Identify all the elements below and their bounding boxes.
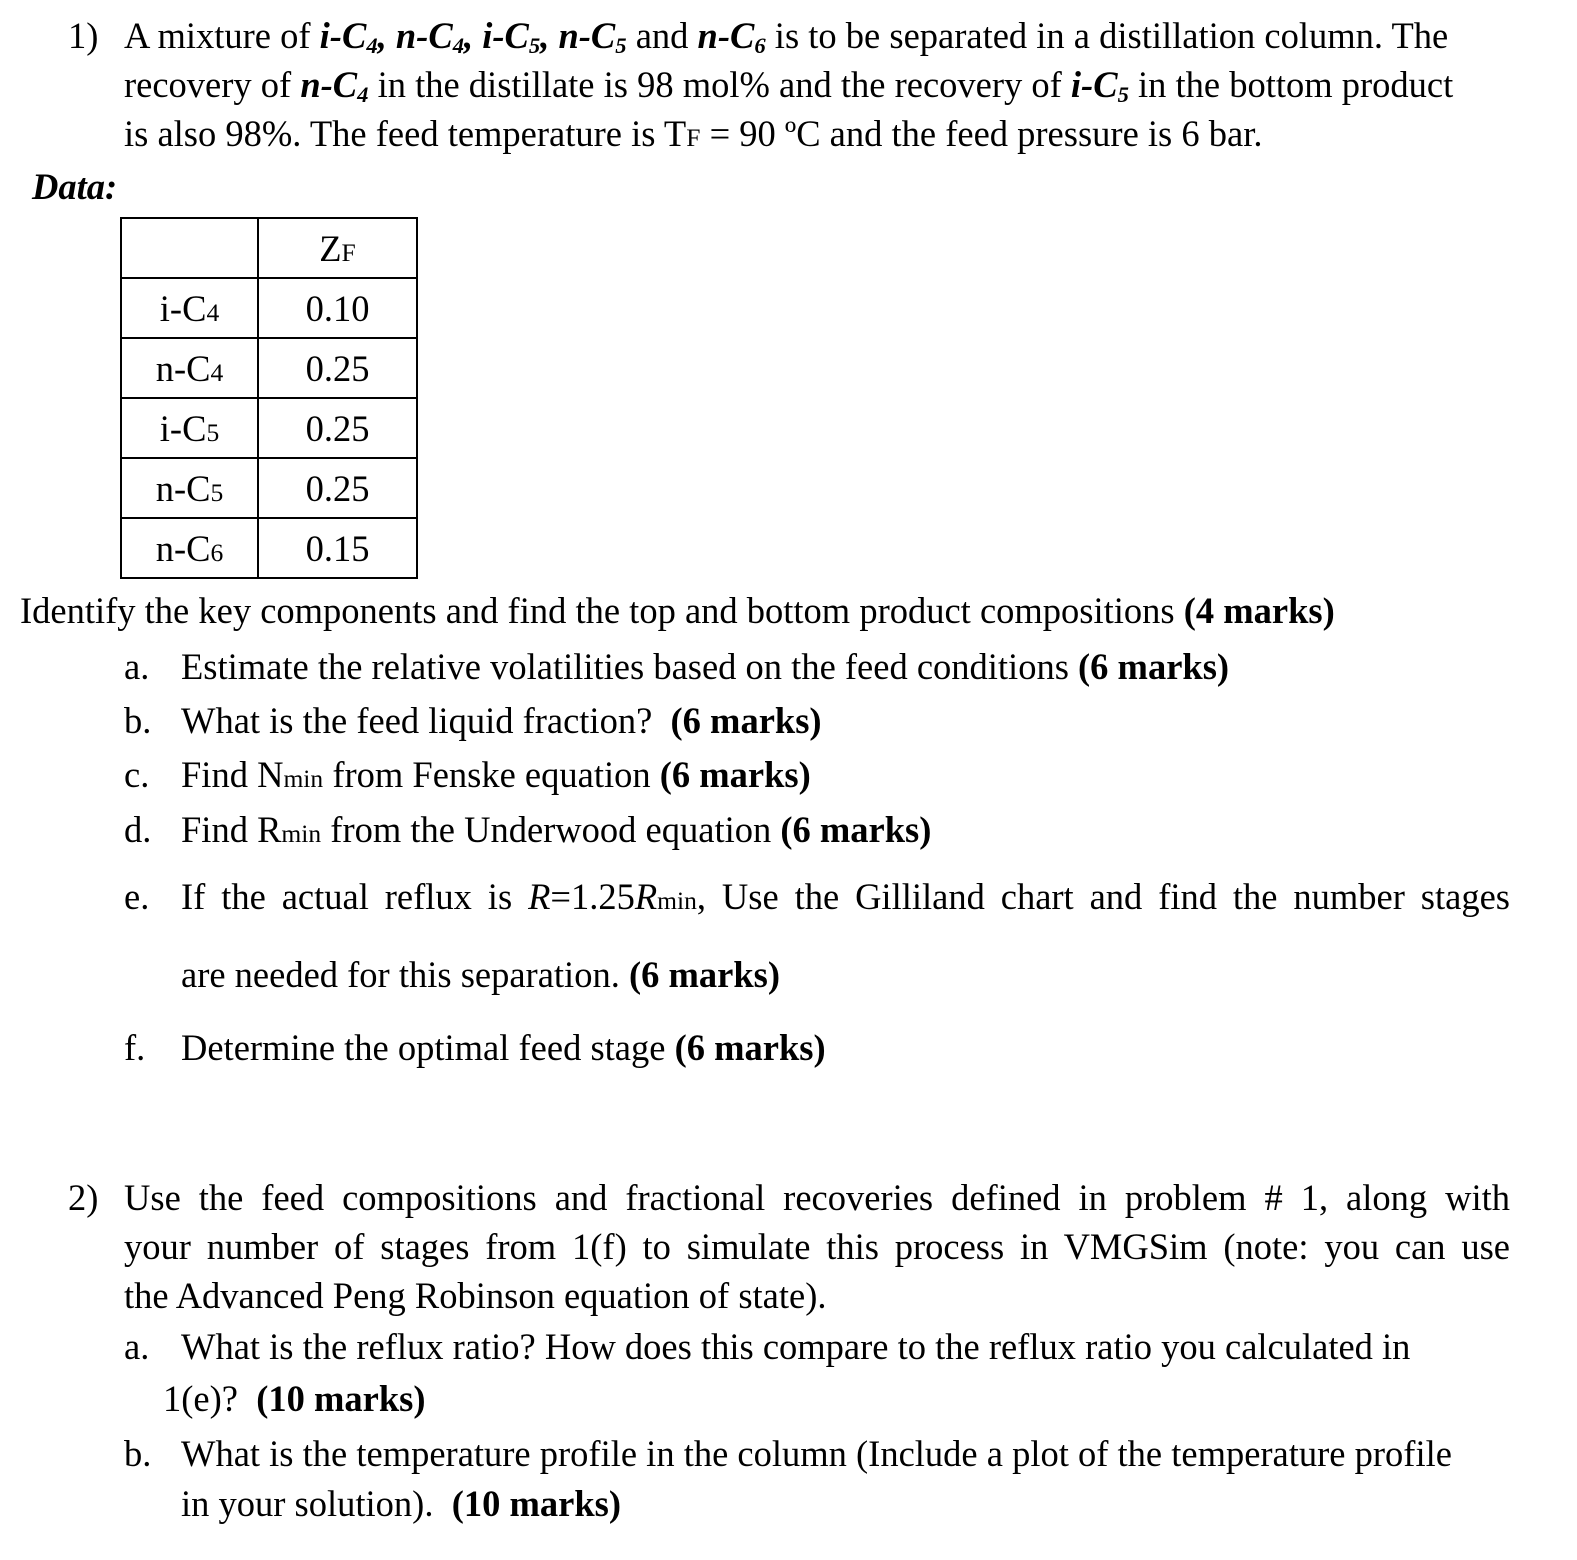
table-row [121,338,417,398]
zf-cell: 0.25 [258,398,417,458]
part-1d-text: Find Rmin from the Underwood equation (6 marks) [181,809,932,850]
problem-2-line-3: the Advanced Peng Robinson equation of state). [124,1275,827,1316]
zf-cell: 0.15 [258,518,417,578]
part-1a-text: Estimate the relative volatilities based on the feed conditions (6 marks) [181,646,1230,687]
part-1f-text: Determine the optimal feed stage (6 marks) [181,1027,826,1068]
part-1b-text: What is the feed liquid fraction? (6 marks) [181,700,822,741]
table-row [121,518,417,578]
part-1c-text: Find Nmin from Fenske equation (6 marks) [181,754,811,795]
part-2b-letter: b. [124,1433,152,1474]
table-row [121,278,417,338]
part-1b-letter: b. [124,700,152,741]
part-2b-line-1: What is the temperature profile in the column (Include a plot of the temperature profile [181,1433,1452,1474]
zf-cell: 0.25 [258,338,417,398]
part-1e-line-1: If the actual reflux is R=1.25Rmin, Use the Gilliland chart and find the number stages [181,876,1510,917]
part-2a-line-2: 1(e)? (10 marks) [163,1378,426,1419]
zf-cell: 0.10 [258,278,417,338]
component-cell: n-C5 [121,458,258,518]
problem-2-number: 2) [68,1177,99,1218]
table-header-row [121,218,417,278]
table-row [121,398,417,458]
component-cell: n-C4 [121,338,258,398]
table-row [121,458,417,518]
part-1e-letter: e. [124,876,150,917]
problem-1-line-2: recovery of $n-C_4$ in the distillate is 98 mol% and the recovery of $i-C_5$ in the bottom product [124,64,1454,107]
component-cell: i-C4 [121,278,258,338]
component-cell: i-C5 [121,398,258,458]
part-2b-line-2: in your solution). (10 marks) [181,1483,621,1524]
part-1f-letter: f. [124,1027,146,1068]
component-cell: n-C6 [121,518,258,578]
part-2a-letter: a. [124,1326,150,1367]
identify-instruction: Identify the key components and find the top and bottom product compositions (4 marks) [20,590,1335,631]
part-1e-line-2: are needed for this separation. (6 marks) [181,954,780,995]
table-header-empty-cell [121,218,258,278]
data-label: Data: [32,166,118,207]
part-1d-letter: d. [124,809,152,850]
part-1c-letter: c. [124,754,150,795]
problem-2-line-2: your number of stages from 1(f) to simulate this process in VMGSim (note: you can use [124,1226,1510,1267]
problem-2-line-1: Use the feed compositions and fractional recoveries defined in problem # 1, along with [124,1177,1510,1218]
problem-1-line-3: is also 98%. The feed temperature is TF = 90 ºC and the feed pressure is 6 bar. [124,113,1263,154]
table-header-zf: ZF [258,218,417,278]
problem-1-number: 1) [68,15,99,56]
zf-cell: 0.25 [258,458,417,518]
part-2a-line-1: What is the reflux ratio? How does this compare to the reflux ratio you calculated in [181,1326,1411,1367]
part-1a-letter: a. [124,646,150,687]
feed-composition-table [120,217,418,579]
problem-1-line-1: A mixture of $i-C_4$, $n-C_4$, $i-C_5$, $n-C_5$ and $n-C_6$ is to be separated in a distillation column. The [124,15,1449,58]
